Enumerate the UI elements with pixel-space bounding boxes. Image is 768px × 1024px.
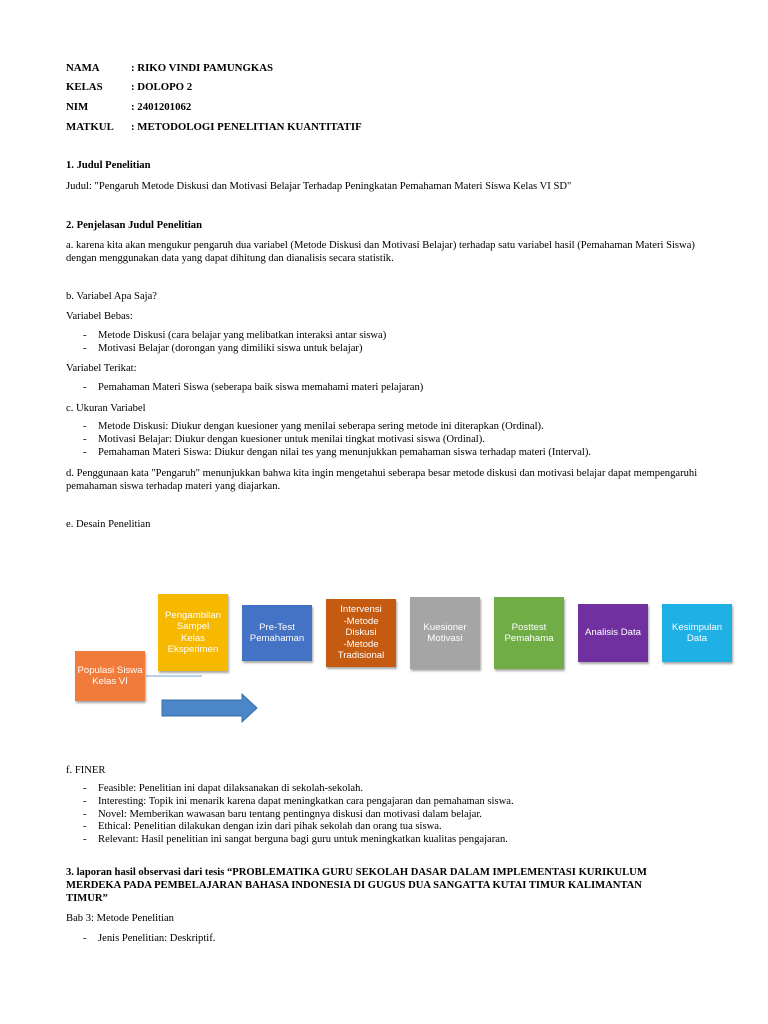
info-value: : METODOLOGI PENELITIAN KUANTITATIF — [131, 121, 362, 133]
variabel-terikat-label: Variabel Terikat: — [66, 363, 137, 374]
box-populasi: Populasi Siswa Kelas VI — [75, 651, 145, 701]
info-label: MATKUL — [66, 121, 114, 133]
section1-title-text: Judul: "Pengaruh Metode Diskusi dan Motivasi Belajar Terhadap Peningkatan Pemahaman Materi Siswa Kelas VI SD" — [66, 181, 572, 192]
box-pre-test: Pre-Test Pemahaman — [242, 605, 312, 661]
info-label: NIM — [66, 101, 89, 113]
section1-heading: 1. Judul Penelitian — [66, 160, 151, 171]
list-item: - Pemahaman Materi Siswa: Diukur dengan nilai tes yang menunjukkan pemahaman siswa terhadap materi (Interval). — [66, 447, 591, 460]
info-value: : RIKO VINDI PAMUNGKAS — [131, 62, 274, 74]
info-label: NAMA — [66, 62, 100, 74]
section3-list — [66, 933, 215, 946]
box-posttest: Posttest Pemahama — [494, 597, 564, 669]
list-item: - Motivasi Belajar: Diukur dengan kuesioner untuk menilai tingkat motivasi siswa (Ordinal). — [66, 434, 591, 447]
list-item: - Feasible: Penelitian ini dapat dilaksanakan di sekolah-sekolah. — [66, 783, 514, 796]
process-arrow — [162, 694, 257, 722]
section2-e-heading: e. Desain Penelitian — [66, 519, 151, 530]
info-label: KELAS — [66, 81, 103, 93]
list-item: - Metode Diskusi (cara belajar yang melibatkan interaksi antar siswa) — [66, 330, 386, 343]
list-item: - Interesting: Topik ini menarik karena dapat meningkatkan cara pengajaran dan pemahaman siswa. — [66, 796, 514, 809]
list-item: - Pemahaman Materi Siswa (seberapa baik siswa memahami materi pelajaran) — [66, 382, 423, 395]
list-item: - Motivasi Belajar (dorongan yang dimiliki siswa untuk belajar) — [66, 343, 386, 356]
section2-heading: 2. Penjelasan Judul Penelitian — [66, 220, 202, 231]
box-analisis-data: Analisis Data — [578, 604, 648, 662]
list-item: - Jenis Penelitian: Deskriptif. — [66, 933, 215, 946]
section2-d-paragraph: d. Penggunaan kata "Pengaruh" menunjukkan bahwa kita ingin mengetahui seberapa besar metode diskusi dan motivasi belajar dapat mempengaruhi pemahaman siswa terhadap materi yang diajarkan. — [66, 468, 698, 492]
finer-list — [66, 783, 514, 847]
section2-f-heading: f. FINER — [66, 765, 106, 776]
info-value: : DOLOPO 2 — [131, 81, 193, 93]
section2-c-heading: c. Ukuran Variabel — [66, 403, 146, 414]
section2-b-heading: b. Variabel Apa Saja? — [66, 291, 157, 302]
box-pengambilan-sampel: Pengambilan Sampel Kelas Eksperimen — [158, 594, 228, 671]
section3-bab: Bab 3: Metode Penelitian — [66, 913, 174, 924]
variabel-bebas-label: Variabel Bebas: — [66, 311, 133, 322]
section2-a-paragraph: a. karena kita akan mengukur pengaruh dua variabel (Metode Diskusi dan Motivasi Belajar) terhadap satu variabel hasil (Pemahaman Materi Siswa) dengan menggunakan data yang dapat dihitung dan dianalisis secara statistik. — [66, 240, 695, 264]
box-intervensi: Intervensi -Metode Diskusi -Metode Tradisional — [326, 599, 396, 667]
section3-heading: 3. laporan hasil observasi dari tesis “PROBLEMATIKA GURU SEKOLAH DASAR DALAM IMPLEMENTASI KURIKULUM MERDEKA PADA PEMBELAJARAN BAHASA INDONESIA DI GUGUS DUA SANGATTA KUTAI TIMUR KALIMANTAN TIMUR” — [66, 867, 647, 904]
list-item: - Ethical: Penelitian dilakukan dengan izin dari pihak sekolah dan orang tua siswa. — [66, 821, 514, 834]
box-kesimpulan: Kesimpulan Data — [662, 604, 732, 662]
info-value: : 2401201062 — [131, 101, 192, 113]
list-item: - Metode Diskusi: Diukur dengan kuesioner yang menilai seberapa sering metode ini diterapkan (Ordinal). — [66, 421, 591, 434]
box-kuesioner: Kuesioner Motivasi — [410, 597, 480, 669]
list-item: - Relevant: Hasil penelitian ini sangat berguna bagi guru untuk meningkatkan kualitas pengajaran. — [66, 834, 514, 847]
list-item: - Novel: Memberikan wawasan baru tentang pentingnya diskusi dan motivasi dalam belajar. — [66, 809, 514, 822]
